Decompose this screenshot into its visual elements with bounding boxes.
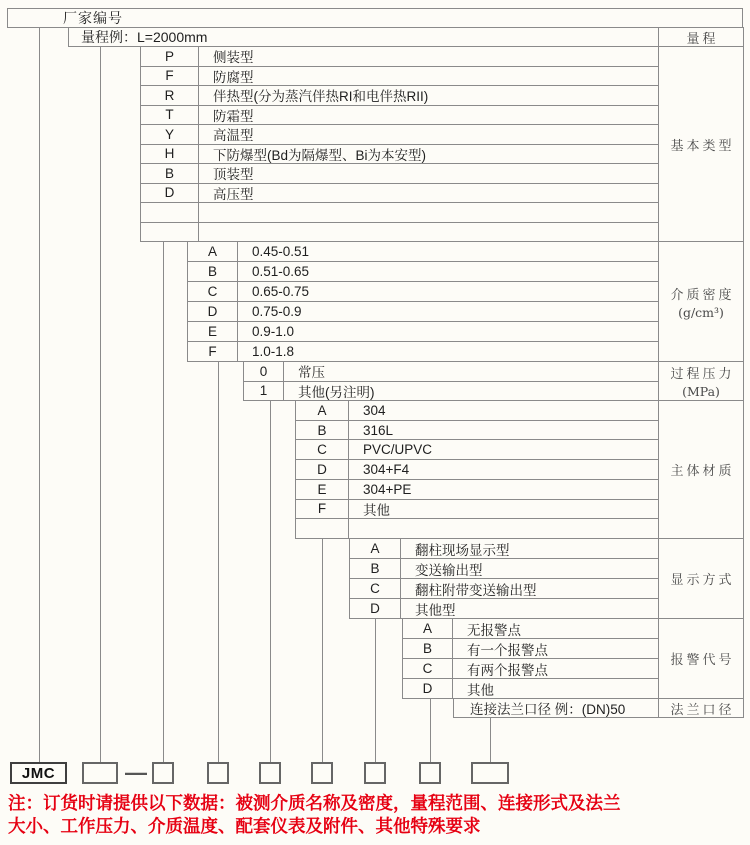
category-label-range bbox=[658, 27, 744, 47]
option-desc-cell: 防霜型 bbox=[213, 108, 254, 124]
category-label-text: 介质密度 bbox=[670, 287, 735, 303]
category-label-unit: (g/cm³) bbox=[678, 304, 724, 320]
option-code-cell: A bbox=[350, 539, 401, 558]
option-desc-cell: 伴热型(分为蒸汽伴热RI和电伴热RII) bbox=[213, 89, 429, 105]
table-row bbox=[141, 184, 658, 204]
category-label-text: 基本类型 bbox=[670, 138, 735, 154]
option-code-cell: C bbox=[188, 282, 238, 301]
table-row bbox=[403, 659, 658, 679]
option-code-cell: B bbox=[350, 559, 401, 578]
option-desc-cell: 304 bbox=[363, 402, 386, 418]
table-row bbox=[296, 440, 658, 460]
table-row bbox=[141, 203, 658, 223]
table-row bbox=[141, 125, 658, 145]
option-desc-cell bbox=[199, 203, 658, 222]
model-box-density bbox=[207, 762, 229, 784]
option-desc-cell: 其他型 bbox=[415, 602, 456, 618]
table-row bbox=[296, 460, 658, 480]
table-row bbox=[403, 679, 658, 698]
table-row bbox=[350, 599, 658, 618]
table-row bbox=[141, 47, 658, 67]
option-code-cell: E bbox=[188, 322, 238, 341]
option-code-cell: F bbox=[188, 342, 238, 361]
option-desc-cell: 304+F4 bbox=[363, 462, 410, 478]
range-example-box bbox=[68, 27, 659, 47]
option-desc-cell: PVC/UPVC bbox=[363, 442, 433, 458]
section-density bbox=[187, 241, 659, 362]
option-desc-cell: 有一个报警点 bbox=[467, 642, 548, 658]
model-box-material bbox=[311, 762, 333, 784]
option-code-cell: D bbox=[188, 302, 238, 321]
option-code-cell: A bbox=[403, 619, 453, 638]
model-code-separator: — bbox=[125, 760, 147, 785]
option-desc-cell: 翻柱现场显示型 bbox=[415, 542, 510, 558]
connector-material bbox=[322, 538, 323, 762]
option-desc-cell: 无报警点 bbox=[467, 622, 521, 638]
table-row bbox=[188, 262, 658, 282]
option-code-cell bbox=[141, 223, 199, 242]
table-row bbox=[141, 86, 658, 106]
table-row bbox=[403, 639, 658, 659]
model-prefix-box: JMC bbox=[10, 762, 67, 784]
table-row bbox=[296, 519, 658, 538]
option-code-cell: T bbox=[141, 106, 199, 125]
table-row bbox=[188, 322, 658, 342]
section-display bbox=[349, 538, 659, 619]
category-label-flange bbox=[658, 698, 744, 718]
connector-basic-type bbox=[163, 241, 164, 762]
flange-size-text: 连接法兰口径 例：(DN)50 bbox=[470, 702, 626, 717]
option-desc-cell: 常压 bbox=[298, 365, 325, 381]
category-label-pressure bbox=[658, 361, 744, 401]
option-desc-cell: 高压型 bbox=[213, 186, 254, 202]
option-desc-cell: 翻柱附带变送输出型 bbox=[415, 582, 537, 598]
table-row bbox=[296, 401, 658, 421]
option-desc-cell: 有两个报警点 bbox=[467, 662, 548, 678]
option-code-cell: B bbox=[296, 421, 349, 440]
option-desc-cell: 其他 bbox=[363, 502, 390, 518]
option-code-cell: A bbox=[188, 242, 238, 261]
table-row bbox=[403, 619, 658, 639]
category-label-unit: (MPa) bbox=[682, 384, 720, 399]
connector-alarm bbox=[430, 698, 431, 762]
model-box-basic-type bbox=[152, 762, 174, 784]
factory-code-label: 厂家编号 bbox=[63, 10, 123, 26]
option-code-cell: D bbox=[296, 460, 349, 479]
option-code-cell bbox=[296, 519, 349, 538]
option-code-cell: Y bbox=[141, 125, 199, 144]
section-alarm bbox=[402, 618, 659, 699]
option-desc-cell: 侧装型 bbox=[213, 50, 254, 66]
option-desc-cell: 其他(另注明) bbox=[298, 384, 375, 400]
option-code-cell: E bbox=[296, 480, 349, 499]
category-label-text: 主体材质 bbox=[670, 464, 735, 479]
option-desc-cell: 1.0-1.8 bbox=[252, 344, 295, 359]
option-code-cell: B bbox=[403, 639, 453, 658]
model-box-flange bbox=[471, 762, 509, 784]
table-row bbox=[188, 242, 658, 262]
model-box-display bbox=[364, 762, 386, 784]
option-code-cell: P bbox=[141, 47, 199, 66]
option-code-cell bbox=[141, 203, 199, 222]
option-desc-cell: 316L bbox=[363, 422, 394, 438]
option-code-cell: H bbox=[141, 145, 199, 164]
connector-display bbox=[375, 618, 376, 762]
table-row bbox=[188, 342, 658, 361]
model-box-range bbox=[82, 762, 118, 784]
table-row bbox=[296, 480, 658, 500]
connector-range bbox=[100, 46, 101, 762]
table-row bbox=[141, 67, 658, 87]
category-label-text: 法兰口径 bbox=[670, 702, 735, 718]
option-code-cell: 1 bbox=[244, 382, 284, 401]
option-desc-cell: 304+PE bbox=[363, 481, 412, 497]
table-row bbox=[244, 362, 658, 382]
table-row bbox=[188, 282, 658, 302]
option-code-cell: B bbox=[188, 262, 238, 281]
option-desc-cell: 0.65-0.75 bbox=[252, 284, 310, 299]
table-row bbox=[244, 382, 658, 401]
table-row bbox=[350, 539, 658, 559]
category-label-alarm bbox=[658, 618, 744, 699]
category-label-material bbox=[658, 400, 744, 539]
table-row bbox=[141, 223, 658, 242]
option-code-cell: D bbox=[350, 599, 401, 618]
option-code-cell: R bbox=[141, 86, 199, 105]
option-code-cell: F bbox=[296, 500, 349, 519]
option-code-cell: B bbox=[141, 164, 199, 183]
factory-code-box bbox=[7, 8, 743, 28]
connector-factory bbox=[39, 27, 40, 762]
ordering-note bbox=[8, 792, 748, 838]
category-label-display bbox=[658, 538, 744, 619]
model-box-alarm bbox=[419, 762, 441, 784]
option-desc-cell bbox=[349, 519, 658, 538]
option-code-cell: C bbox=[350, 579, 401, 598]
option-desc-cell: 防腐型 bbox=[213, 69, 254, 85]
connector-flange bbox=[490, 717, 491, 762]
option-code-cell: D bbox=[403, 679, 453, 698]
model-box-pressure bbox=[259, 762, 281, 784]
table-row bbox=[188, 302, 658, 322]
ordering-note-line1: 注：订货时请提供以下数据：被测介质名称及密度，量程范围、连接形式及法兰 bbox=[8, 793, 621, 813]
option-code-cell: C bbox=[403, 659, 453, 678]
option-desc-cell: 高温型 bbox=[213, 128, 254, 144]
category-label-density bbox=[658, 241, 744, 362]
option-desc-cell: 顶装型 bbox=[213, 167, 254, 183]
option-code-cell: A bbox=[296, 401, 349, 420]
section-material bbox=[295, 400, 659, 539]
ordering-note-line2: 大小、工作压力、介质温度、配套仪表及附件、其他特殊要求 bbox=[8, 816, 481, 836]
option-desc-cell: 其他 bbox=[467, 682, 494, 698]
option-code-cell: F bbox=[141, 67, 199, 86]
option-desc-cell: 0.51-0.65 bbox=[252, 264, 310, 279]
option-code-cell: D bbox=[141, 184, 199, 203]
connector-pressure bbox=[270, 400, 271, 762]
connector-density bbox=[218, 361, 219, 762]
option-desc-cell: 0.9-1.0 bbox=[252, 324, 295, 339]
section-pressure bbox=[243, 361, 659, 401]
table-row bbox=[350, 579, 658, 599]
option-code-cell: 0 bbox=[244, 362, 284, 381]
option-desc-cell: 0.75-0.9 bbox=[252, 304, 302, 319]
flange-size-row bbox=[453, 698, 659, 718]
category-label-text: 过程压力 bbox=[670, 367, 735, 382]
option-desc-cell: 0.45-0.51 bbox=[252, 244, 310, 259]
table-row bbox=[296, 500, 658, 520]
table-row bbox=[141, 145, 658, 165]
range-example-text: 量程例：L=2000mm bbox=[81, 29, 208, 45]
table-row bbox=[141, 164, 658, 184]
table-row bbox=[141, 106, 658, 126]
category-label-text: 报警代号 bbox=[670, 653, 735, 668]
category-label-basic-type bbox=[658, 46, 744, 242]
option-code-cell: C bbox=[296, 440, 349, 459]
table-row bbox=[350, 559, 658, 579]
category-label-text: 显示方式 bbox=[670, 573, 735, 588]
table-row bbox=[296, 421, 658, 441]
option-desc-cell: 变送输出型 bbox=[415, 562, 483, 578]
option-desc-cell: 下防爆型(Bd为隔爆型、Bi为本安型) bbox=[213, 147, 427, 163]
option-desc-cell bbox=[199, 223, 658, 242]
section-basic-type bbox=[140, 46, 659, 242]
category-label-text: 量程 bbox=[686, 31, 719, 47]
